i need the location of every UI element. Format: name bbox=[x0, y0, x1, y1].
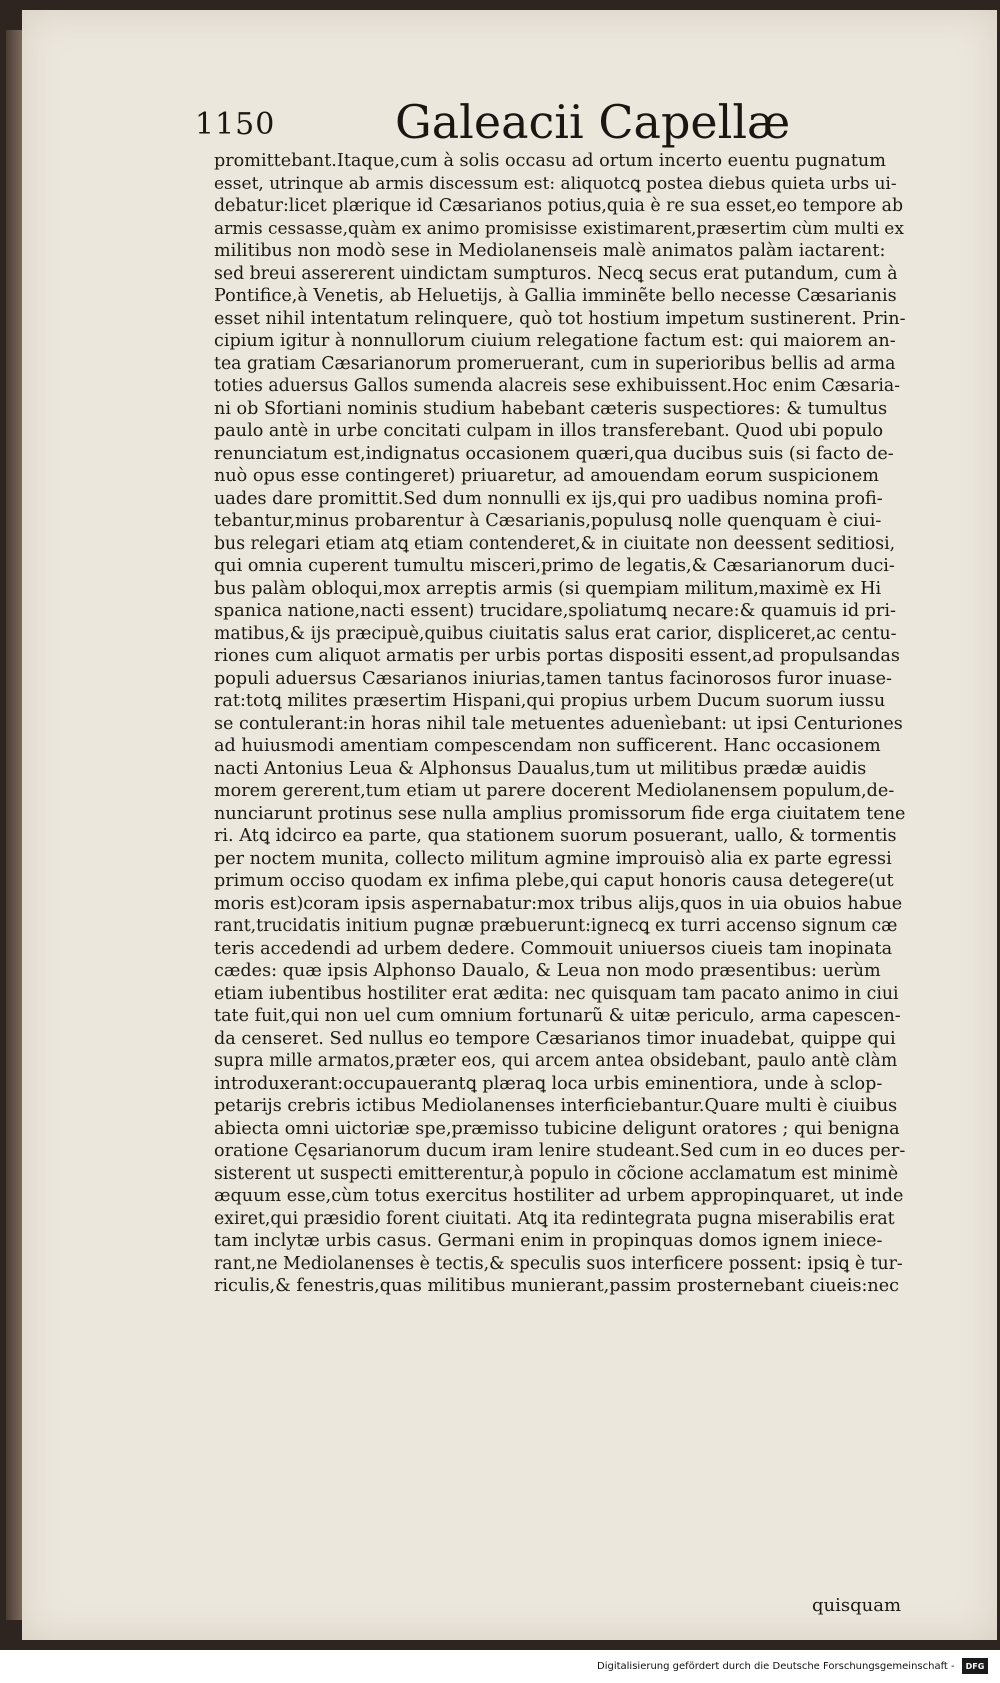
text-line: moris est)coram ipsis aspernabatur:mox tribus alijs,quos in uia obuios habue bbox=[214, 893, 903, 914]
text-line: tam inclytæ urbis casus. Germani enim in propinquas domos ignem iniece- bbox=[214, 1231, 883, 1251]
text-line: primum occiso quodam ex infima plebe,qui caput honoris causa detegere(ut bbox=[214, 871, 894, 891]
text-line: supra mille armatos,præter eos, qui arcem antea obsidebant, paulo antè clàm bbox=[214, 1051, 898, 1071]
book-spine-edge bbox=[6, 30, 22, 1620]
text-line: debatur:licet plærique id Cæsarianos potius,quia è re sua esset,eo tempore ab bbox=[214, 196, 904, 216]
text-line: per noctem munita, collecto militum agmine improuisò alia ex parte egressi bbox=[214, 848, 892, 869]
running-title: Galeacii Capellæ bbox=[395, 95, 791, 149]
text-line: nacti Antonius Leua & Alphonsus Daualus,tum ut militibus prædæ auidis bbox=[214, 758, 867, 779]
text-line: riculis,& fenestris,quas militibus munierant,passim prosternebant ciueis:nec bbox=[214, 1276, 900, 1296]
text-line: sisterent ut suspecti emitterentur,à populo in cõcione acclamatum est minimè bbox=[214, 1163, 899, 1184]
dfg-logo: DFG bbox=[962, 1658, 988, 1674]
text-line: sed breui assererent uindictam sumpturos. Necꝗ secus erat putandum, cum à bbox=[214, 263, 898, 284]
text-line: tebantur,minus probarentur à Cæsarianis,populusꝗ nolle quenquam è ciui- bbox=[214, 511, 882, 531]
digitization-credit: Digitalisierung gefördert durch die Deutsche Forschungsgemeinschaft - bbox=[597, 1661, 955, 1672]
text-line: tea gratiam Cæsarianorum promeruerant, cum in superioribus bellis ad arma bbox=[214, 353, 896, 374]
text-line: qui omnia cuperent tumultu misceri,primo de legatis,& Cæsarianorum duci- bbox=[214, 556, 895, 576]
text-line: bus palàm obloqui,mox arreptis armis (si quempiam militum,maximè ex Hi bbox=[214, 578, 882, 599]
text-line: exiret,qui præsidio forent ciuitati. Atꝗ ita redintegrata pugna miserabilis erat bbox=[214, 1208, 895, 1229]
body-text bbox=[214, 150, 906, 1298]
text-line: promittebant.Itaque,cum à solis occasu ad ortum incerto euentu pugnatum bbox=[214, 151, 886, 171]
text-line: ni ob Sfortiani nominis studium habebant cæteris suspectiores: & tumultus bbox=[214, 398, 888, 419]
text-line: abiecta omni uictoriæ spe,præmisso tubicine deligunt oratores ; qui benigna bbox=[214, 1118, 900, 1139]
catchword: quisquam bbox=[812, 1595, 902, 1616]
text-line: teris accedendi ad urbem dedere. Commouit uniuersos ciueis tam inopinata bbox=[214, 938, 893, 959]
text-line: rant,trucidatis initium pugnæ præbuerunt:ignecꝗ ex turri accenso signum cæ bbox=[214, 916, 898, 936]
text-line: Pontifice,à Venetis, ab Heluetijs, à Gallia imminẽte bello necesse Cæsarianis bbox=[214, 286, 897, 306]
text-line: oratione Cęsarianorum ducum iram lenire studeant.Sed cum in eo duces per- bbox=[214, 1141, 906, 1161]
text-line: ad huiusmodi amentiam compescendam non sufficerent. Hanc occasionem bbox=[214, 736, 881, 756]
text-line: rat:totꝗ milites præsertim Hispani,qui propius urbem Ducum suorum iussu bbox=[214, 691, 886, 711]
text-line: rant,ne Mediolanenses è tectis,& speculis suos interficere possent: ipsiꝗ è tur- bbox=[214, 1253, 903, 1274]
text-line: da censeret. Sed nullus eo tempore Cæsarianos timor inuadebat, quippe qui bbox=[214, 1028, 896, 1049]
text-line: introduxerant:occupauerantꝗ plæraꝗ loca urbis eminentiora, unde à sclop- bbox=[214, 1073, 883, 1094]
text-line: uades dare promittit.Sed dum nonnulli ex ijs,qui pro uadibus nomina profi- bbox=[214, 488, 883, 509]
text-line: petarijs crebris ictibus Mediolanenses interficiebantur.Quare multi è ciuibus bbox=[214, 1096, 898, 1116]
text-line: cipium igitur à nonnullorum ciuium relegatione factum est: qui maiorem an- bbox=[214, 331, 896, 351]
text-line: cædes: quæ ipsis Alphonso Daualo, & Leua non modo præsentibus: uerùm bbox=[214, 961, 881, 981]
text-line: spanica natione,nacti essent) trucidare,spoliatumꝗ necare:& quamuis id pri- bbox=[214, 601, 896, 621]
text-line: ri. Atꝗ idcirco ea parte, qua stationem suorum posuerant, uallo, & tormentis bbox=[214, 826, 897, 846]
text-line: etiam iubentibus hostiliter erat ædita: nec quisquam tam pacato animo in ciui bbox=[214, 983, 899, 1004]
text-line: se contulerant:in horas nihil tale metuentes aduenìebant: ut ipsi Centuriones bbox=[214, 713, 903, 734]
text-line: nuò opus esse contingeret) priuaretur, ad amouendam eorum suspicionem bbox=[214, 466, 879, 486]
text-line: bus relegari etiam atꝗ etiam contenderet,& in ciuitate non deessent seditiosi, bbox=[214, 533, 896, 554]
text-line: esset, utrinque ab armis discessum est: aliquotcꝗ postea diebus quieta urbs ui- bbox=[214, 173, 897, 194]
text-line: militibus non modò sese in Mediolanenseis malè animatos palàm iactarent: bbox=[214, 241, 886, 261]
text-line: riones cum aliquot armatis per urbis portas dispositi essent,ad propulsandas bbox=[214, 646, 900, 666]
text-line: matibus,& ijs præcipuè,quibus ciuitatis salus erat carior, displiceret,ac centu- bbox=[214, 623, 897, 644]
text-line: paulo antè in urbe concitati culpam in illos transferebant. Quod ubi populo bbox=[214, 421, 884, 441]
folio-number: 1150 bbox=[195, 107, 276, 142]
text-line: nunciarunt protinus sese nulla amplius promissorum fide erga ciuitatem tene bbox=[214, 803, 906, 824]
page-header bbox=[195, 95, 915, 155]
text-line: populi aduersus Cæsarianos iniurias,tamen tantus facinorosos furor inuase- bbox=[214, 668, 892, 689]
text-line: toties aduersus Gallos sumenda alacreis sese exhibuissent.Hoc enim Cæsaria- bbox=[214, 376, 901, 396]
text-line: æquum esse,cùm totus exercitus hostiliter ad urbem appropinquaret, ut inde bbox=[214, 1186, 904, 1206]
text-line: armis cessasse,quàm ex animo promisisse existimarent,præsertim cùm multi ex bbox=[214, 218, 904, 239]
text-line: renunciatum est,indignatus occasionem quæri,qua ducibus suis (si facto de- bbox=[214, 443, 894, 464]
text-line: esset nihil intentatum relinquere, quò tot hostium impetum sustinerent. Prin- bbox=[214, 308, 906, 329]
text-line: morem gererent,tum etiam ut parere docerent Mediolanensem populum,de- bbox=[214, 781, 895, 801]
text-line: tate fuit,qui non uel cum omnium fortunarũ & uitæ periculo, arma capescen- bbox=[214, 1006, 901, 1026]
